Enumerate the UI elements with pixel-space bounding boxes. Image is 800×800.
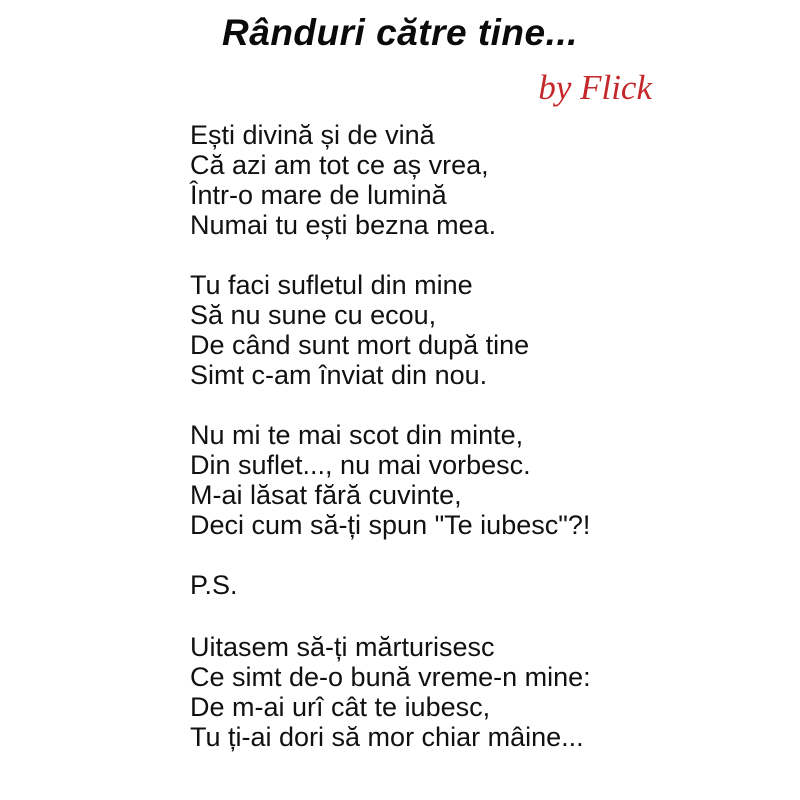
verse-line: Ce simt de-o bună vreme-n mine: (190, 662, 591, 692)
stanza-2 (190, 270, 750, 390)
verse-line: De când sunt mort după tine (190, 330, 530, 360)
verse-line: Că azi am tot ce aș vrea, (190, 150, 489, 180)
verse-line: Uitasem să-ți mărturisesc (190, 632, 495, 662)
verse-line: Tu ți-ai dori să mor chiar mâine... (190, 722, 584, 752)
poem-title: Rânduri către tine... (222, 12, 578, 53)
verse-line: De m-ai urî cât te iubesc, (190, 692, 491, 722)
stanza-1 (190, 120, 750, 240)
verse-line: M-ai lăsat fără cuvinte, (190, 480, 462, 510)
verse-line: Ești divină și de vină (190, 120, 435, 150)
verse-line: Deci cum să-ți spun "Te iubesc"?! (190, 510, 591, 540)
stanza-final (190, 632, 750, 752)
verse-line: Simt c-am înviat din nou. (190, 360, 488, 390)
poem-author: by Flick (538, 68, 652, 107)
verse-line: Într-o mare de lumină (190, 180, 447, 210)
verse-line: Tu faci sufletul din mine (190, 270, 473, 300)
verse-line: Din suflet..., nu mai vorbesc. (190, 450, 531, 480)
poem-body (190, 120, 750, 782)
verse-line: Să nu sune cu ecou, (190, 300, 437, 330)
verse-line: Numai tu ești bezna mea. (190, 210, 497, 240)
postscript (190, 570, 750, 600)
postscript-label: P.S. (190, 570, 238, 600)
stanza-3 (190, 420, 750, 540)
verse-line: Nu mi te mai scot din minte, (190, 420, 524, 450)
